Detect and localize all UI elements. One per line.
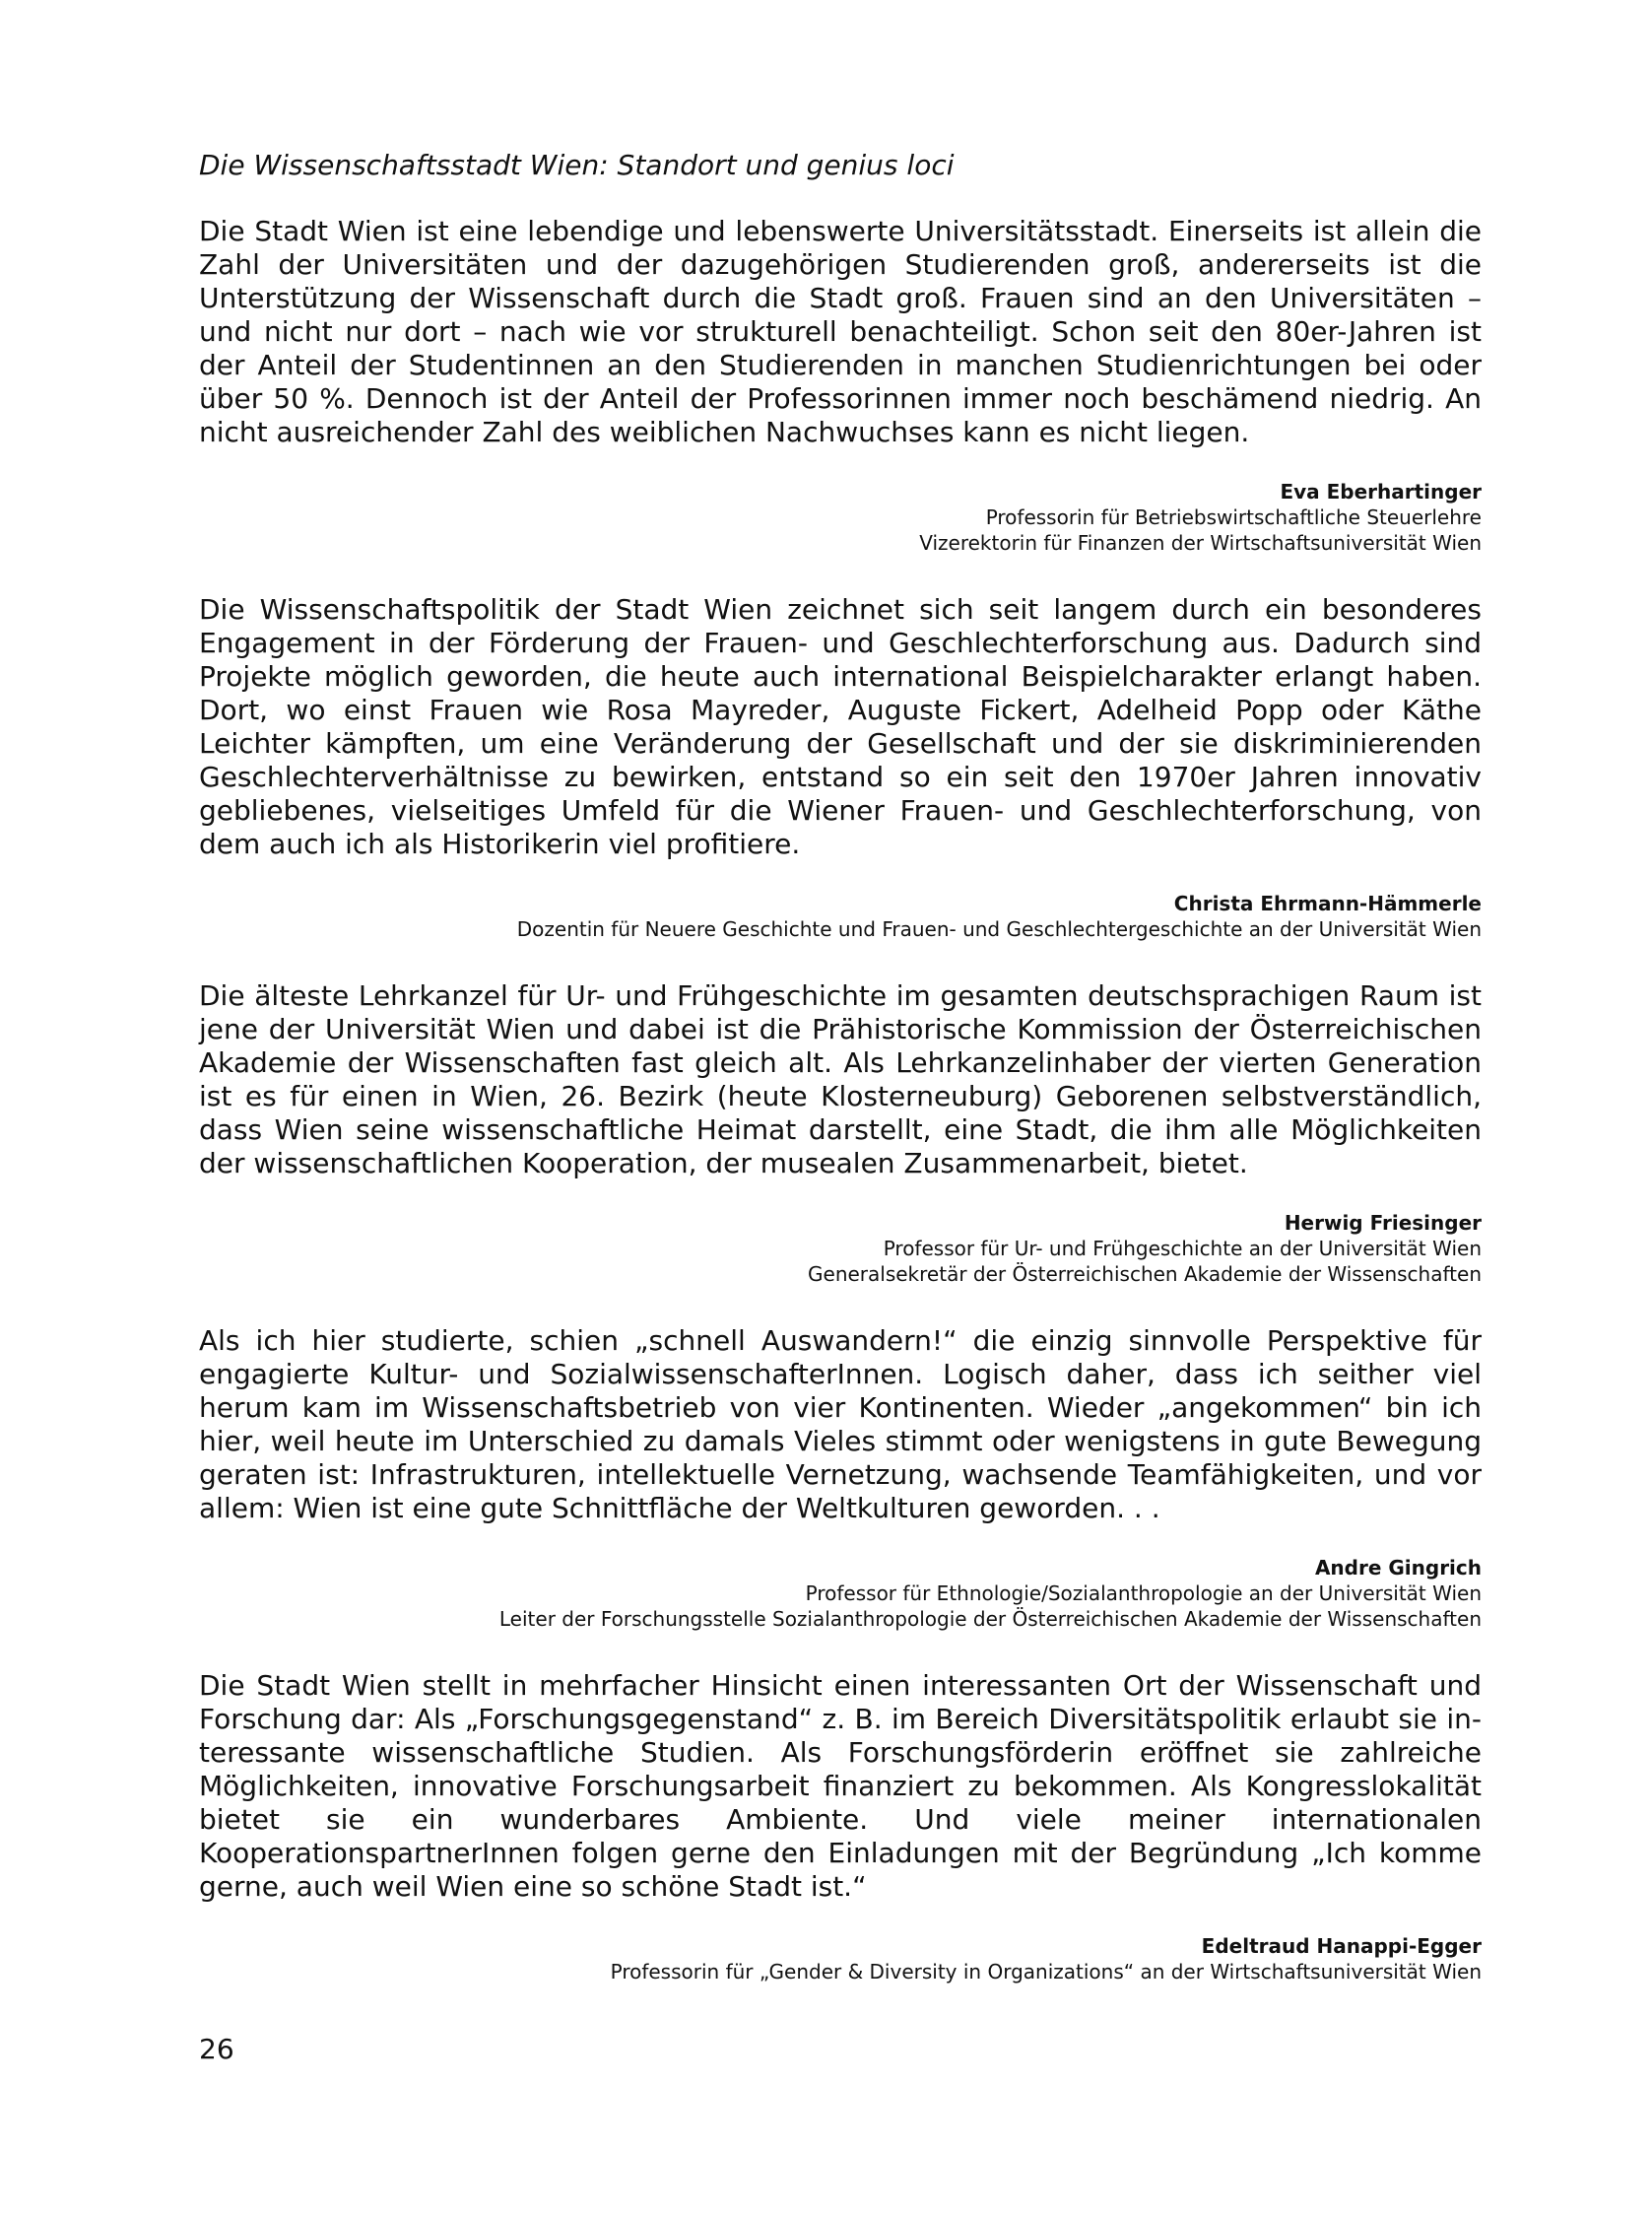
attribution — [199, 1555, 1482, 1632]
attribution — [199, 1210, 1482, 1287]
quote-entry — [199, 593, 1482, 942]
quote-text: Die Stadt Wien stellt in mehrfacher Hinsicht einen interessanten Ort der Wissenschaft und Forschung dar: Als „Forschungsgegenstand“ z. B. im Bereich Diversitätspolitik erlaubt sie interessante wissenschaftliche Studien. Als Forschungsförderin eröffnet sie zahlreiche Möglichkeiten, innovative Forschungsarbeit finanziert zu bekommen. Als Kongresslokalität bietet sie ein wunderbares Ambiente. Und viele meiner internationalen KooperationspartnerInnen folgen gerne den Einladungen mit der Begründung „Ich komme gerne, auch weil Wien eine so schöne Stadt ist.“ — [199, 1669, 1482, 1903]
quote-text: Die Wissenschaftspolitik der Stadt Wien zeichnet sich seit langem durch ein besonderes Engagement in der Förderung der Frauen- und Geschlechterforschung aus. Dadurch sind Projekte möglich geworden, die heute auch international Beispielcharakter erlangt haben. Dort, wo einst Frauen wie Rosa Mayreder, Auguste Fickert, Adelheid Popp oder Käthe Leichter kämpften, um eine Veränderung der Gesellschaft und der sie diskriminierenden Geschlechterverhältnisse zu bewirken, entstand so ein seit den 1970er Jahren innovativ gebliebenes, vielseitiges Umfeld für die Wiener Frauen- und Geschlechterforschung, von dem auch ich als Historikerin viel profitiere. — [199, 593, 1482, 860]
document-page — [199, 148, 1482, 2022]
quote-entry — [199, 979, 1482, 1287]
quote-entry — [199, 1669, 1482, 1984]
author-name: Eva Eberhartinger — [1280, 480, 1482, 504]
page-number: 26 — [199, 2033, 234, 2065]
quote-text: Die älteste Lehrkanzel für Ur- und Frühgeschichte im gesamten deutschsprachigen Raum ist jene der Universität Wien und dabei ist die Prähistorische Kommission der Österreichischen Akademie der Wissenschaften fast gleich alt. Als Lehrkanzelinhaber der vierten Generation ist es für einen in Wien, 26. Bezirk (heute Klosterneuburg) Geborenen selbstverständlich, dass Wien seine wissenschaftliche Heimat darstellt, eine Stadt, die ihm alle Möglichkeiten der wissenschaftlichen Kooperation, der musealen Zusammenarbeit, bietet. — [199, 979, 1482, 1179]
author-name: Herwig Friesinger — [1284, 1211, 1482, 1235]
author-role: Professorin für „Gender & Diversity in Organizations“ an der Wirtschaftsuniversität Wien — [610, 1960, 1482, 1984]
quote-entry — [199, 215, 1482, 556]
attribution — [199, 1933, 1482, 1984]
author-name: Edeltraud Hanappi-Egger — [1201, 1934, 1482, 1958]
author-role: Professorin für Betriebswirtschaftliche Steuerlehre — [985, 505, 1482, 529]
attribution — [199, 891, 1482, 942]
author-role: Leiter der Forschungsstelle Sozialanthropologie der Österreichischen Akademie der Wissenschaften — [498, 1607, 1482, 1631]
author-name: Andre Gingrich — [1314, 1556, 1482, 1580]
section-title: Die Wissenschaftsstadt Wien: Standort und genius loci — [199, 149, 955, 181]
author-role: Professor für Ur- und Frühgeschichte an der Universität Wien — [883, 1237, 1482, 1260]
author-name: Christa Ehrmann-Hämmerle — [1173, 892, 1482, 915]
quote-text: Als ich hier studierte, schien „schnell Auswandern!“ die einzig sinnvolle Perspektive für engagierte Kultur- und SozialwissenschafterInnen. Logisch daher, dass ich seither viel herum kam im Wissenschaftsbetrieb von vier Kontinenten. Wieder „angekommen“ bin ich hier, weil heute im Unterschied zu damals Vieles stimmt oder wenigstens in gute Bewegung geraten ist: Infrastrukturen, intellektuelle Vernetzung, wachsende Teamfähigkeiten, und vor allem: Wien ist eine gute Schnittfläche der Weltkulturen geworden. . . — [199, 1324, 1482, 1524]
attribution — [199, 479, 1482, 556]
author-role: Vizerektorin für Finanzen der Wirtschaftsuniversität Wien — [919, 531, 1482, 555]
quote-entry — [199, 1324, 1482, 1632]
author-role: Generalsekretär der Österreichischen Akademie der Wissenschaften — [808, 1262, 1482, 1286]
author-role: Dozentin für Neuere Geschichte und Frauen- und Geschlechtergeschichte an der Universität Wien — [516, 917, 1482, 941]
author-role: Professor für Ethnologie/Sozialanthropologie an der Universität Wien — [805, 1581, 1482, 1605]
quote-text: Die Stadt Wien ist eine lebendige und lebenswerte Universitätsstadt. Einerseits ist allein die Zahl der Universitäten und der dazugehörigen Studierenden groß, andererseits ist die Unterstützung der Wissenschaft durch die Stadt groß. Frauen sind an den Universitäten – und nicht nur dort – nach wie vor strukturell benachteiligt. Schon seit den 80er-Jahren ist der Anteil der Studentinnen an den Studierenden in manchen Studienrichtungen bei oder über 50 %. Dennoch ist der Anteil der Professorinnen immer noch beschämend niedrig. An nicht ausreichender Zahl des weiblichen Nachwuchses kann es nicht liegen. — [199, 215, 1482, 448]
